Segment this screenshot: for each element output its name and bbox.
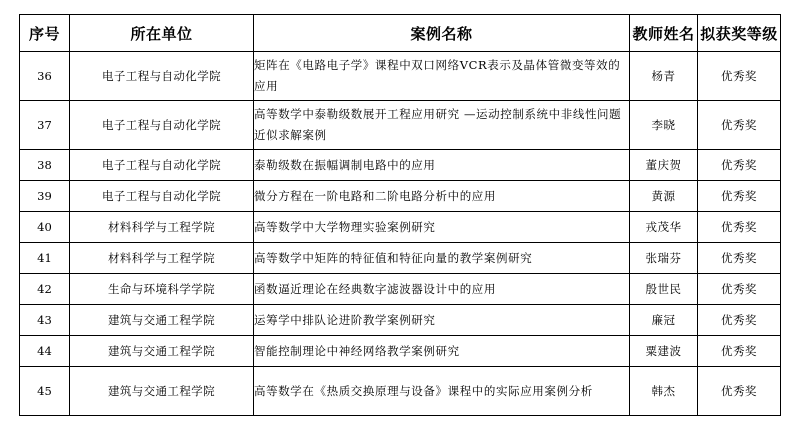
cell-case-name: 高等数学中泰勒级数展开工程应用研究 —运动控制系统中非线性问题近似求解案例 — [254, 101, 630, 150]
cell-unit: 电子工程与自动化学院 — [70, 101, 254, 150]
table-row — [20, 181, 781, 212]
table-row — [20, 150, 781, 181]
cell-unit: 建筑与交通工程学院 — [70, 336, 254, 367]
cell-unit: 生命与环境科学学院 — [70, 274, 254, 305]
header-serial-number: 序号 — [20, 15, 70, 52]
cell-serial-number: 42 — [20, 274, 70, 305]
cell-award-level: 优秀奖 — [698, 367, 781, 416]
cell-teacher-name: 戎茂华 — [630, 212, 698, 243]
cell-case-name: 函数逼近理论在经典数字滤波器设计中的应用 — [254, 274, 630, 305]
cell-teacher-name: 廉冠 — [630, 305, 698, 336]
cell-case-name: 微分方程在一阶电路和二阶电路分析中的应用 — [254, 181, 630, 212]
table-row — [20, 52, 781, 101]
cell-serial-number: 40 — [20, 212, 70, 243]
header-row — [20, 15, 781, 52]
cell-serial-number: 43 — [20, 305, 70, 336]
cell-award-level: 优秀奖 — [698, 181, 781, 212]
table-row — [20, 367, 781, 416]
table-row — [20, 305, 781, 336]
cell-unit: 建筑与交通工程学院 — [70, 367, 254, 416]
cell-award-level: 优秀奖 — [698, 336, 781, 367]
cell-unit: 材料科学与工程学院 — [70, 212, 254, 243]
cell-serial-number: 44 — [20, 336, 70, 367]
cell-teacher-name: 黄源 — [630, 181, 698, 212]
cell-award-level: 优秀奖 — [698, 274, 781, 305]
cell-serial-number: 45 — [20, 367, 70, 416]
cell-case-name: 泰勒级数在振幅调制电路中的应用 — [254, 150, 630, 181]
cell-award-level: 优秀奖 — [698, 52, 781, 101]
cell-award-level: 优秀奖 — [698, 305, 781, 336]
header-award-level: 拟获奖等级 — [698, 15, 781, 52]
cell-serial-number: 38 — [20, 150, 70, 181]
table-row — [20, 243, 781, 274]
cell-serial-number: 36 — [20, 52, 70, 101]
cell-unit: 材料科学与工程学院 — [70, 243, 254, 274]
header-case-name: 案例名称 — [254, 15, 630, 52]
cell-teacher-name: 董庆贺 — [630, 150, 698, 181]
cell-teacher-name: 张瑞芬 — [630, 243, 698, 274]
cell-unit: 电子工程与自动化学院 — [70, 52, 254, 101]
cell-award-level: 优秀奖 — [698, 212, 781, 243]
cell-serial-number: 41 — [20, 243, 70, 274]
table-row — [20, 274, 781, 305]
table-row — [20, 212, 781, 243]
cell-unit: 电子工程与自动化学院 — [70, 181, 254, 212]
cell-teacher-name: 李晓 — [630, 101, 698, 150]
cell-teacher-name: 粟建波 — [630, 336, 698, 367]
cell-case-name: 高等数学中矩阵的特征值和特征向量的教学案例研究 — [254, 243, 630, 274]
cell-unit: 建筑与交通工程学院 — [70, 305, 254, 336]
header-unit: 所在单位 — [70, 15, 254, 52]
table-row — [20, 101, 781, 150]
cell-teacher-name: 殷世民 — [630, 274, 698, 305]
table-row — [20, 336, 781, 367]
cell-case-name: 运筹学中排队论进阶教学案例研究 — [254, 305, 630, 336]
cell-award-level: 优秀奖 — [698, 150, 781, 181]
cell-serial-number: 39 — [20, 181, 70, 212]
awards-table — [19, 14, 781, 416]
cell-case-name: 高等数学在《热质交换原理与设备》课程中的实际应用案例分析 — [254, 367, 630, 416]
cell-case-name: 矩阵在《电路电子学》课程中双口网络VCR表示及晶体管微变等效的应用 — [254, 52, 630, 101]
cell-award-level: 优秀奖 — [698, 101, 781, 150]
cell-case-name: 智能控制理论中神经网络教学案例研究 — [254, 336, 630, 367]
header-teacher-name: 教师姓名 — [630, 15, 698, 52]
cell-case-name: 高等数学中大学物理实验案例研究 — [254, 212, 630, 243]
cell-teacher-name: 韩杰 — [630, 367, 698, 416]
cell-teacher-name: 杨青 — [630, 52, 698, 101]
cell-unit: 电子工程与自动化学院 — [70, 150, 254, 181]
cell-award-level: 优秀奖 — [698, 243, 781, 274]
cell-serial-number: 37 — [20, 101, 70, 150]
